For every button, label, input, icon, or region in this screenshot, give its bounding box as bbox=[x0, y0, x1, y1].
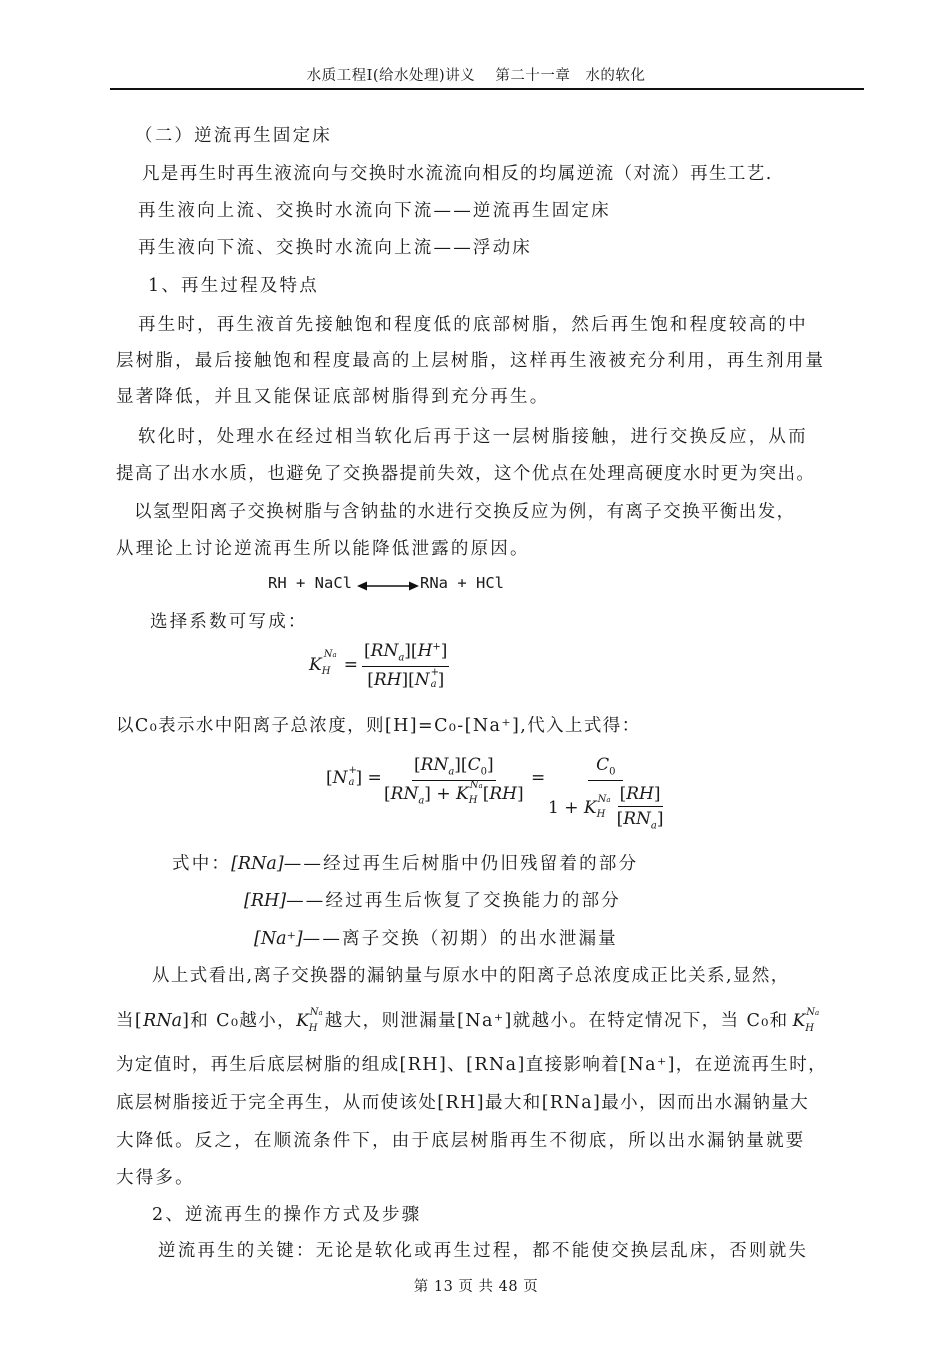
k-symbol: K bbox=[296, 1011, 309, 1031]
reaction-products: RNa + HCl bbox=[420, 574, 504, 592]
paragraph-analysis-line-5: 大降低。反之，在顺流条件下，由于底层树脂再生不彻底，所以出水漏钠量就要 bbox=[116, 1131, 806, 1151]
definition-na bbox=[254, 925, 618, 950]
definition-rh bbox=[244, 887, 621, 912]
k-symbol: K bbox=[792, 1011, 806, 1031]
paragraph-floating-bed: 再生液向下流、交换时水流向上流——浮动床 bbox=[138, 238, 532, 258]
equilibrium-arrow-icon bbox=[357, 578, 419, 594]
def-rna-symbol: [RNa] bbox=[231, 854, 284, 874]
paragraph-regeneration-line-1: 再生时，再生液首先接触饱和程度低的底部树脂，然后再生饱和程度较高的中 bbox=[138, 315, 808, 335]
paragraph-example-line-1: 以氢型阳离子交换树脂与含钠盐的水进行交换反应为例，有离子交换平衡出发， bbox=[134, 502, 796, 522]
paragraph-regeneration-line-3: 显著降低，并且又能保证底部树脂得到充分再生。 bbox=[116, 387, 550, 407]
paragraph-analysis-line-1: 从上式看出,离子交换器的漏钠量与原水中的阳离子总浓度成正比关系,显然， bbox=[152, 966, 790, 986]
paragraph-countercurrent-bed: 再生液向上流、交换时水流向下流——逆流再生固定床 bbox=[138, 201, 611, 221]
def-rh-text: ——经过再生后恢复了交换能力的部分 bbox=[286, 891, 621, 911]
page-footer: 第 13 页 共 48 页 bbox=[413, 1279, 539, 1295]
paragraph-softening-line-1: 软化时，处理水在经过相当软化后再于这一层树脂接触，进行交换反应，从而 bbox=[138, 427, 808, 447]
def-rna-text: ——经过再生后树脂中仍旧残留着的部分 bbox=[283, 854, 639, 874]
text-fragment: 当[ bbox=[116, 1011, 144, 1031]
paragraph-substitution: 以C₀表示水中阳离子总浓度，则[H]=C₀-[Na⁺],代入上式得： bbox=[116, 716, 641, 736]
def-na-text: ——离子交换（初期）的出水泄漏量 bbox=[302, 929, 618, 949]
header-rule bbox=[110, 88, 864, 90]
paragraph-example-line-2: 从理论上讨论逆流再生所以能降低泄露的原因。 bbox=[116, 539, 530, 559]
leakage-fraction-2: $C_0$ 1 + K Na H [RH] $[RN_a]$ bbox=[548, 755, 664, 832]
definitions-label: 式中： bbox=[172, 854, 232, 874]
reaction-reactants: RH + NaCl bbox=[268, 574, 352, 592]
text-fragment: 越大，则泄漏量[Na⁺]就越小。在特定情况下，当 C₀和 bbox=[324, 1011, 789, 1031]
paragraph-softening-line-2: 提高了出水水质，也避免了交换器提前失效，这个优点在处理高硬度水时更为突出。 bbox=[116, 464, 816, 484]
leakage-fraction-1: $[RN_a][C_0]$ $[RN_a] + K$ Na H [RH] bbox=[384, 755, 524, 807]
selectivity-fraction: $[RN_a][H^+]$ [RH][N + a ] bbox=[364, 641, 448, 691]
equals-sign: = bbox=[531, 768, 546, 788]
leakage-lhs: [N + a ] = bbox=[326, 765, 382, 788]
section-title: （二）逆流再生固定床 bbox=[135, 126, 332, 146]
selectivity-coefficient-symbol: K Na H = bbox=[309, 649, 358, 677]
text-fragment-italic: RNa bbox=[143, 1011, 183, 1031]
paragraph-regeneration-line-2: 层树脂，最后接触饱和程度最高的上层树脂，这样再生液被充分利用，再生剂用量 bbox=[116, 351, 826, 371]
text-fragment: ]和 C₀越小， bbox=[182, 1011, 297, 1031]
paragraph-definition: 凡是再生时再生液流向与交换时水流流向相反的均属逆流（对流）再生工艺. bbox=[142, 164, 773, 184]
paragraph-analysis-line-3: 为定值时，再生后底层树脂的组成[RH]、[RNa]直接影响着[Na⁺]，在逆流再生时， bbox=[116, 1055, 828, 1075]
paragraph-analysis-line-6: 大得多。 bbox=[116, 1168, 195, 1188]
def-rh-symbol: [RH] bbox=[244, 891, 287, 911]
subsection-regeneration: 1、再生过程及特点 bbox=[148, 276, 319, 296]
def-na-symbol: [Na⁺] bbox=[254, 929, 303, 949]
paragraph-key-point: 逆流再生的关键：无论是软化或再生过程，都不能使交换层乱床，否则就失 bbox=[158, 1241, 809, 1261]
definitions-intro bbox=[172, 850, 638, 875]
paragraph-selectivity-intro: 选择系数可写成： bbox=[150, 612, 308, 632]
page-header: 水质工程Ⅰ(给水处理)讲义 第二十一章 水的软化 bbox=[306, 68, 646, 84]
paragraph-analysis-line-4: 底层树脂接近于完全再生，从而使该处[RH]最大和[RNa]最小，因而出水漏钠量大 bbox=[116, 1093, 810, 1113]
subsection-operation: 2、逆流再生的操作方式及步骤 bbox=[152, 1205, 422, 1225]
paragraph-analysis-line-2: 当[RNa]和 C₀越小，K Na H 越大，则泄漏量[Na⁺]就越小。在特定情况下，当 C₀和 K Na H bbox=[116, 1007, 820, 1034]
